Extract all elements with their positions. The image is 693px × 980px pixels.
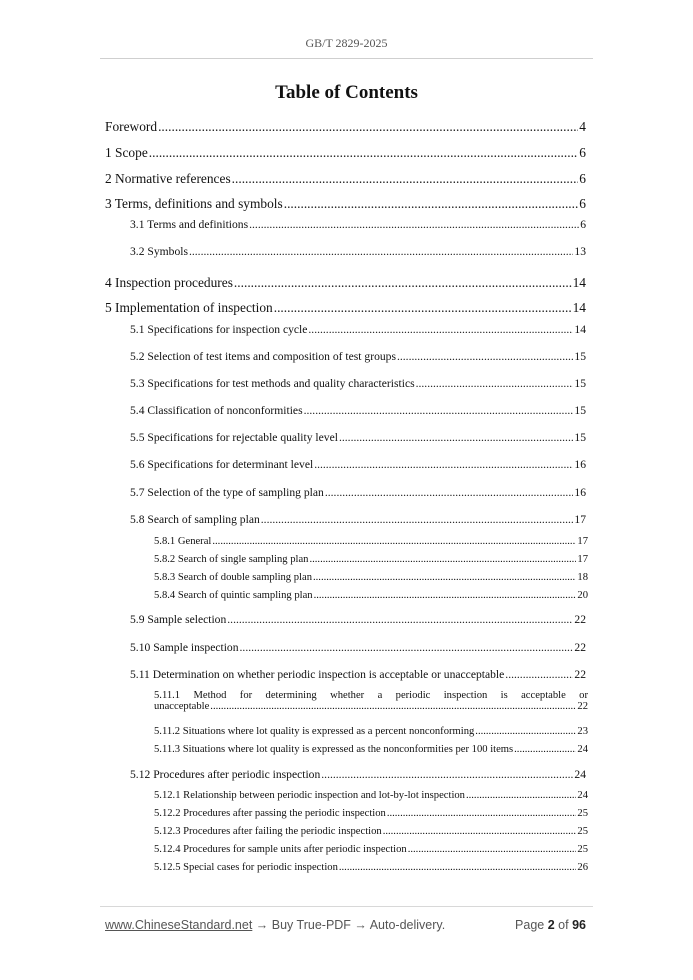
toc-entry-title: 5.7 Selection of the type of sampling plan bbox=[130, 486, 324, 499]
toc-entry-title: 3.2 Symbols bbox=[130, 245, 188, 258]
toc-page-number: 16 bbox=[574, 458, 586, 471]
toc-leader-dots bbox=[149, 145, 579, 161]
toc-leader-dots bbox=[321, 768, 573, 781]
toc-leader-dots bbox=[240, 641, 574, 654]
toc-leader-dots bbox=[232, 171, 579, 187]
toc-page-number: 6 bbox=[579, 196, 586, 211]
toc-entry-title: 5.12.2 Procedures after passing the periodic inspection bbox=[154, 808, 386, 819]
toc-page-number: 14 bbox=[572, 300, 586, 315]
toc-entry-title: 5.12.5 Special cases for periodic inspection bbox=[154, 862, 338, 873]
toc-page-number: 15 bbox=[574, 377, 586, 390]
toc-leader-dots bbox=[227, 613, 573, 626]
toc-entry[interactable] bbox=[154, 554, 588, 565]
toc-leader-dots bbox=[475, 726, 576, 737]
toc-entry-title: 5.4 Classification of nonconformities bbox=[130, 404, 303, 417]
page-footer bbox=[105, 918, 586, 932]
toc-entry-title: 5.1 Specifications for inspection cycle bbox=[130, 323, 308, 336]
toc-entry-title: 1 Scope bbox=[105, 145, 148, 160]
toc-entry[interactable] bbox=[130, 486, 586, 499]
toc-entry[interactable] bbox=[154, 590, 588, 601]
toc-leader-dots bbox=[249, 218, 579, 231]
toc-page-number: 22 bbox=[574, 668, 586, 681]
toc-page-number: 25 bbox=[577, 826, 588, 837]
toc-leader-dots bbox=[314, 458, 573, 471]
toc-leader-dots bbox=[325, 486, 574, 499]
toc-leader-dots bbox=[212, 536, 576, 547]
toc-entry-title: 5.6 Specifications for determinant level bbox=[130, 458, 314, 471]
toc-page-number: 4 bbox=[579, 119, 586, 134]
page-word: Page bbox=[515, 918, 545, 932]
toc-leader-dots bbox=[339, 862, 577, 873]
toc-entry-title: 5.2 Selection of test items and composition of test groups bbox=[130, 350, 396, 363]
toc-leader-dots bbox=[234, 275, 572, 291]
toc-entry[interactable] bbox=[154, 826, 588, 837]
toc-page-number: 14 bbox=[574, 323, 586, 336]
page-title: Table of Contents bbox=[275, 82, 418, 103]
toc-entry[interactable] bbox=[154, 572, 588, 583]
toc-leader-dots bbox=[383, 826, 577, 837]
toc-leader-dots bbox=[309, 554, 576, 565]
toc-entry-title: 5.10 Sample inspection bbox=[130, 641, 239, 654]
toc-leader-dots bbox=[158, 119, 578, 135]
toc-entry-title: 5.8 Search of sampling plan bbox=[130, 513, 260, 526]
toc-entry-title: 5.12.3 Procedures after failing the periodic inspection bbox=[154, 826, 382, 837]
page-header: GB/T 2829-2025 bbox=[305, 36, 388, 50]
toc-page-number: 17 bbox=[577, 554, 588, 565]
toc-entry[interactable] bbox=[130, 641, 586, 654]
toc-entry[interactable] bbox=[154, 862, 588, 873]
toc-entry-title: 3.1 Terms and definitions bbox=[130, 218, 249, 231]
toc-page-number: 22 bbox=[574, 641, 586, 654]
toc-page-number: 13 bbox=[574, 245, 586, 258]
toc-leader-dots bbox=[274, 300, 572, 316]
page-indicator bbox=[515, 918, 586, 932]
toc-page-number: 24 bbox=[577, 744, 588, 755]
toc-entry[interactable] bbox=[130, 245, 586, 258]
promo-text: → Buy True-PDF → Auto-delivery. bbox=[252, 918, 446, 932]
toc-entry-title: 5.12.4 Procedures for sample units after periodic inspection bbox=[154, 844, 407, 855]
toc-page-number: 23 bbox=[577, 726, 588, 737]
toc-entry[interactable] bbox=[130, 377, 586, 390]
toc-entry-title: 5.3 Specifications for test methods and quality characteristics bbox=[130, 377, 415, 390]
toc-page-number: 15 bbox=[574, 404, 586, 417]
toc-leader-dots bbox=[313, 572, 576, 583]
toc-entry-title: 5.12 Procedures after periodic inspection bbox=[130, 768, 321, 781]
toc-leader-dots bbox=[397, 350, 573, 363]
toc-page-number: 6 bbox=[579, 171, 586, 186]
site-link[interactable]: www.ChineseStandard.net bbox=[105, 918, 253, 932]
toc-entry-title-cont: unacceptable bbox=[154, 701, 210, 712]
toc-entry[interactable] bbox=[130, 350, 586, 363]
toc-page-number: 22 bbox=[577, 701, 588, 712]
toc-entry[interactable] bbox=[154, 726, 588, 737]
toc-entry[interactable] bbox=[130, 218, 586, 231]
toc-leader-dots bbox=[304, 404, 574, 417]
footer-divider bbox=[100, 906, 593, 907]
toc-entry-title: 3 Terms, definitions and symbols bbox=[105, 196, 283, 211]
toc-entry-title: 5.8.2 Search of single sampling plan bbox=[154, 554, 309, 565]
toc-leader-dots bbox=[514, 744, 576, 755]
toc-page-number: 18 bbox=[577, 572, 588, 583]
toc-page-number: 22 bbox=[574, 613, 586, 626]
toc-leader-dots bbox=[387, 808, 577, 819]
toc-entry[interactable] bbox=[154, 844, 588, 855]
toc-entry[interactable] bbox=[154, 790, 588, 801]
toc-entry-title: Foreword bbox=[105, 119, 158, 134]
toc-entry-title: 5.5 Specifications for rejectable quality level bbox=[130, 431, 338, 444]
toc-entry[interactable] bbox=[130, 613, 586, 626]
toc-entry[interactable] bbox=[130, 323, 586, 336]
toc-entry[interactable] bbox=[130, 668, 586, 681]
toc-leader-dots bbox=[408, 844, 577, 855]
toc-entry-title: 5.11.2 Situations where lot quality is expressed as a percent nonconforming bbox=[154, 726, 475, 737]
page-of: of bbox=[558, 918, 569, 932]
toc-entry[interactable] bbox=[130, 513, 586, 526]
toc-leader-dots bbox=[308, 323, 573, 336]
toc-entry-title: 4 Inspection procedures bbox=[105, 275, 233, 290]
toc-entry[interactable] bbox=[105, 275, 586, 291]
toc-page-number: 6 bbox=[580, 218, 586, 231]
toc-entry-title: 5.11 Determination on whether periodic inspection is acceptable or unacceptable bbox=[130, 668, 505, 681]
toc-page-number: 24 bbox=[574, 768, 586, 781]
toc-page-number: 24 bbox=[577, 790, 588, 801]
toc-leader-dots bbox=[261, 513, 574, 526]
toc-entry-title: 5.8.4 Search of quintic sampling plan bbox=[154, 590, 313, 601]
toc-page-number: 15 bbox=[574, 350, 586, 363]
toc-page-number: 25 bbox=[577, 844, 588, 855]
toc-leader-dots bbox=[505, 668, 573, 681]
toc-entry[interactable] bbox=[154, 744, 588, 755]
toc-page-number: 16 bbox=[574, 486, 586, 499]
toc-page-number: 17 bbox=[577, 536, 588, 547]
toc-leader-dots bbox=[189, 245, 573, 258]
toc-leader-dots bbox=[416, 377, 574, 390]
footer-promo bbox=[105, 918, 445, 932]
toc-entry[interactable] bbox=[105, 171, 586, 187]
page-current: 2 bbox=[547, 918, 555, 932]
toc-entry-title: 5.12.1 Relationship between periodic inspection and lot-by-lot inspection bbox=[154, 790, 465, 801]
toc-leader-dots bbox=[314, 590, 577, 601]
page-total: 96 bbox=[572, 918, 586, 932]
toc-leader-dots bbox=[339, 431, 573, 444]
toc-entry-title: 5.11.3 Situations where lot quality is expressed as the nonconformities per 100 items bbox=[154, 744, 514, 755]
toc-entry[interactable] bbox=[154, 536, 588, 547]
toc-entry[interactable] bbox=[154, 690, 588, 712]
toc-page-number: 14 bbox=[572, 275, 586, 290]
toc-entry-title: 5 Implementation of inspection bbox=[105, 300, 273, 315]
toc-entry-title: 5.8.3 Search of double sampling plan bbox=[154, 572, 312, 583]
toc-page-number: 6 bbox=[579, 145, 586, 160]
header-divider bbox=[100, 58, 593, 59]
toc-page-number: 26 bbox=[577, 862, 588, 873]
toc-page-number: 17 bbox=[574, 513, 586, 526]
toc-entry[interactable] bbox=[105, 119, 586, 135]
toc-page-number: 25 bbox=[577, 808, 588, 819]
toc-entry[interactable] bbox=[154, 808, 588, 819]
toc-entry[interactable] bbox=[130, 431, 586, 444]
toc-entry[interactable] bbox=[130, 458, 586, 471]
toc-page-number: 20 bbox=[577, 590, 588, 601]
toc-entry-title: 5.9 Sample selection bbox=[130, 613, 227, 626]
toc-entry[interactable] bbox=[105, 300, 586, 316]
toc-leader-dots bbox=[466, 790, 576, 801]
toc-entry[interactable] bbox=[130, 768, 586, 781]
toc-page-number: 15 bbox=[574, 431, 586, 444]
toc-entry-title: 2 Normative references bbox=[105, 171, 231, 186]
toc-entry[interactable] bbox=[130, 404, 586, 417]
toc-entry-title: 5.8.1 General bbox=[154, 536, 212, 547]
toc-entry[interactable] bbox=[105, 145, 586, 161]
toc-leader-dots bbox=[210, 701, 576, 712]
toc-leader-dots bbox=[284, 196, 579, 212]
toc-entry-title: 5.11.1 Method for determining whether a periodic inspection is acceptable or bbox=[154, 690, 588, 701]
toc-entry[interactable] bbox=[105, 196, 586, 212]
